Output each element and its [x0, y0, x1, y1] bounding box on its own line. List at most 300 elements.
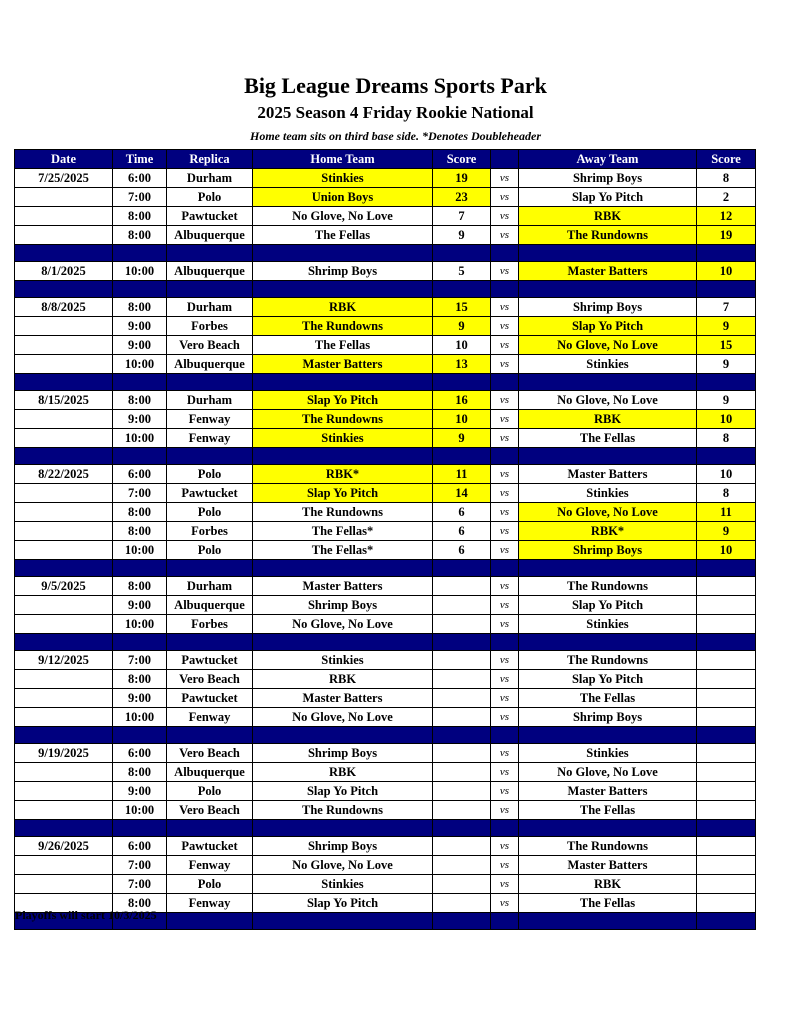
- separator-cell: [433, 245, 491, 262]
- replica-cell: Albuquerque: [167, 226, 253, 245]
- away-team-cell: Master Batters: [519, 465, 697, 484]
- home-score-cell: [433, 782, 491, 801]
- replica-cell: Durham: [167, 577, 253, 596]
- time-cell: 7:00: [113, 856, 167, 875]
- away-score-cell: [697, 763, 756, 782]
- home-team-cell: Slap Yo Pitch: [253, 782, 433, 801]
- date-cell: [15, 856, 113, 875]
- table-row: [15, 782, 756, 801]
- table-row: [15, 615, 756, 634]
- separator-cell: [519, 374, 697, 391]
- separator-cell: [519, 448, 697, 465]
- replica-cell: Polo: [167, 503, 253, 522]
- separator-cell: [113, 448, 167, 465]
- table-row: [15, 744, 756, 763]
- playoffs-note: Playoffs will start 10/3/2025: [15, 908, 157, 922]
- week-separator-row: [15, 560, 756, 577]
- away-score-cell: 7: [697, 298, 756, 317]
- replica-cell: Durham: [167, 391, 253, 410]
- separator-cell: [491, 727, 519, 744]
- away-score-cell: [697, 875, 756, 894]
- home-team-cell: The Fellas: [253, 226, 433, 245]
- table-row: [15, 336, 756, 355]
- separator-cell: [15, 634, 113, 651]
- date-cell: 9/12/2025: [15, 651, 113, 670]
- separator-cell: [15, 245, 113, 262]
- vs-cell: vs: [491, 391, 519, 410]
- table-row: [15, 522, 756, 541]
- home-score-cell: 14: [433, 484, 491, 503]
- replica-cell: Forbes: [167, 522, 253, 541]
- time-cell: 9:00: [113, 596, 167, 615]
- table-row: [15, 484, 756, 503]
- table-row: [15, 262, 756, 281]
- date-cell: [15, 782, 113, 801]
- week-separator-row: [15, 634, 756, 651]
- separator-cell: [253, 374, 433, 391]
- table-row: [15, 317, 756, 336]
- home-score-cell: [433, 689, 491, 708]
- away-score-cell: [697, 801, 756, 820]
- separator-cell: [697, 448, 756, 465]
- vs-cell: vs: [491, 355, 519, 374]
- date-cell: [15, 522, 113, 541]
- time-cell: 6:00: [113, 465, 167, 484]
- table-row: [15, 856, 756, 875]
- date-cell: [15, 429, 113, 448]
- vs-cell: vs: [491, 651, 519, 670]
- away-score-cell: 9: [697, 522, 756, 541]
- vs-cell: vs: [491, 503, 519, 522]
- away-score-cell: [697, 856, 756, 875]
- replica-cell: Fenway: [167, 708, 253, 727]
- separator-cell: [697, 560, 756, 577]
- week-separator-row: [15, 281, 756, 298]
- time-cell: 9:00: [113, 689, 167, 708]
- replica-cell: Pawtucket: [167, 689, 253, 708]
- away-team-cell: Shrimp Boys: [519, 298, 697, 317]
- vs-cell: vs: [491, 410, 519, 429]
- away-team-cell: Stinkies: [519, 484, 697, 503]
- page-title: Big League Dreams Sports Park: [244, 73, 547, 98]
- away-team-cell: RBK*: [519, 522, 697, 541]
- separator-cell: [113, 245, 167, 262]
- time-cell: 9:00: [113, 336, 167, 355]
- table-row: [15, 355, 756, 374]
- vs-cell: vs: [491, 596, 519, 615]
- table-row: [15, 391, 756, 410]
- home-team-cell: Stinkies: [253, 875, 433, 894]
- vs-cell: vs: [491, 744, 519, 763]
- separator-cell: [697, 820, 756, 837]
- away-score-cell: 9: [697, 391, 756, 410]
- vs-cell: vs: [491, 336, 519, 355]
- table-row: [15, 410, 756, 429]
- vs-cell: vs: [491, 763, 519, 782]
- time-cell: 8:00: [113, 207, 167, 226]
- home-score-cell: [433, 651, 491, 670]
- date-cell: [15, 207, 113, 226]
- separator-cell: [113, 727, 167, 744]
- home-team-cell: Stinkies: [253, 429, 433, 448]
- separator-cell: [167, 374, 253, 391]
- separator-cell: [491, 913, 519, 930]
- separator-cell: [433, 727, 491, 744]
- vs-cell: vs: [491, 615, 519, 634]
- separator-cell: [113, 281, 167, 298]
- separator-cell: [491, 820, 519, 837]
- home-score-cell: [433, 596, 491, 615]
- replica-cell: Albuquerque: [167, 763, 253, 782]
- date-cell: [15, 596, 113, 615]
- away-score-cell: 9: [697, 317, 756, 336]
- date-cell: [15, 875, 113, 894]
- home-score-cell: [433, 708, 491, 727]
- date-cell: 9/5/2025: [15, 577, 113, 596]
- home-score-cell: [433, 744, 491, 763]
- replica-cell: Vero Beach: [167, 801, 253, 820]
- col-header-vs: [491, 150, 519, 169]
- away-score-cell: 15: [697, 336, 756, 355]
- time-cell: 8:00: [113, 577, 167, 596]
- home-score-cell: 10: [433, 410, 491, 429]
- date-cell: 9/26/2025: [15, 837, 113, 856]
- date-cell: 8/8/2025: [15, 298, 113, 317]
- separator-cell: [253, 820, 433, 837]
- home-team-cell: Master Batters: [253, 355, 433, 374]
- away-team-cell: Shrimp Boys: [519, 169, 697, 188]
- time-cell: 10:00: [113, 355, 167, 374]
- away-team-cell: Stinkies: [519, 744, 697, 763]
- vs-cell: vs: [491, 298, 519, 317]
- away-score-cell: 10: [697, 262, 756, 281]
- separator-cell: [491, 374, 519, 391]
- replica-cell: Durham: [167, 169, 253, 188]
- away-score-cell: [697, 689, 756, 708]
- col-header-time: Time: [113, 150, 167, 169]
- away-score-cell: 10: [697, 410, 756, 429]
- table-row: [15, 763, 756, 782]
- separator-cell: [433, 281, 491, 298]
- home-score-cell: [433, 894, 491, 913]
- home-team-cell: RBK*: [253, 465, 433, 484]
- separator-cell: [167, 245, 253, 262]
- time-cell: 9:00: [113, 317, 167, 336]
- time-cell: 8:00: [113, 298, 167, 317]
- separator-cell: [253, 634, 433, 651]
- replica-cell: Polo: [167, 541, 253, 560]
- home-score-cell: 9: [433, 429, 491, 448]
- table-row: [15, 207, 756, 226]
- away-score-cell: [697, 782, 756, 801]
- separator-cell: [15, 560, 113, 577]
- table-row: [15, 298, 756, 317]
- away-team-cell: No Glove, No Love: [519, 763, 697, 782]
- vs-cell: vs: [491, 856, 519, 875]
- home-team-cell: No Glove, No Love: [253, 856, 433, 875]
- time-cell: 6:00: [113, 169, 167, 188]
- home-team-cell: Shrimp Boys: [253, 744, 433, 763]
- home-team-cell: No Glove, No Love: [253, 615, 433, 634]
- home-score-cell: [433, 801, 491, 820]
- replica-cell: Forbes: [167, 317, 253, 336]
- time-cell: 10:00: [113, 541, 167, 560]
- home-score-cell: 23: [433, 188, 491, 207]
- home-score-cell: 16: [433, 391, 491, 410]
- separator-cell: [491, 560, 519, 577]
- separator-cell: [113, 560, 167, 577]
- vs-cell: vs: [491, 689, 519, 708]
- separator-cell: [433, 448, 491, 465]
- home-score-cell: 6: [433, 522, 491, 541]
- replica-cell: Albuquerque: [167, 355, 253, 374]
- schedule-table: [14, 149, 756, 930]
- separator-cell: [519, 820, 697, 837]
- col-header-home-team: Home Team: [253, 150, 433, 169]
- time-cell: 8:00: [113, 670, 167, 689]
- separator-cell: [697, 634, 756, 651]
- separator-cell: [167, 727, 253, 744]
- away-team-cell: Master Batters: [519, 856, 697, 875]
- home-score-cell: 7: [433, 207, 491, 226]
- home-score-cell: [433, 875, 491, 894]
- date-cell: [15, 226, 113, 245]
- home-score-cell: 10: [433, 336, 491, 355]
- separator-cell: [167, 281, 253, 298]
- time-cell: 8:00: [113, 503, 167, 522]
- home-team-cell: Shrimp Boys: [253, 837, 433, 856]
- time-cell: 10:00: [113, 615, 167, 634]
- replica-cell: Albuquerque: [167, 262, 253, 281]
- replica-cell: Polo: [167, 782, 253, 801]
- table-row: [15, 541, 756, 560]
- date-cell: [15, 317, 113, 336]
- separator-cell: [519, 727, 697, 744]
- table-row: [15, 429, 756, 448]
- time-cell: 10:00: [113, 708, 167, 727]
- home-team-cell: Shrimp Boys: [253, 262, 433, 281]
- time-cell: 9:00: [113, 782, 167, 801]
- replica-cell: Pawtucket: [167, 837, 253, 856]
- date-cell: [15, 355, 113, 374]
- away-score-cell: 19: [697, 226, 756, 245]
- home-score-cell: 6: [433, 541, 491, 560]
- home-score-cell: [433, 837, 491, 856]
- home-team-cell: The Fellas: [253, 336, 433, 355]
- away-score-cell: 2: [697, 188, 756, 207]
- home-team-cell: No Glove, No Love: [253, 708, 433, 727]
- home-score-cell: 11: [433, 465, 491, 484]
- table-row: [15, 577, 756, 596]
- table-row: [15, 503, 756, 522]
- separator-cell: [15, 374, 113, 391]
- replica-cell: Polo: [167, 465, 253, 484]
- time-cell: 8:00: [113, 522, 167, 541]
- home-team-cell: Shrimp Boys: [253, 596, 433, 615]
- separator-cell: [519, 245, 697, 262]
- away-team-cell: Stinkies: [519, 615, 697, 634]
- separator-cell: [113, 820, 167, 837]
- time-cell: 8:00: [113, 894, 167, 913]
- replica-cell: Pawtucket: [167, 651, 253, 670]
- separator-cell: [253, 281, 433, 298]
- vs-cell: vs: [491, 465, 519, 484]
- date-cell: [15, 484, 113, 503]
- col-header-replica: Replica: [167, 150, 253, 169]
- replica-cell: Fenway: [167, 410, 253, 429]
- away-team-cell: RBK: [519, 410, 697, 429]
- table-row: [15, 226, 756, 245]
- home-team-cell: The Rundowns: [253, 801, 433, 820]
- home-score-cell: 9: [433, 317, 491, 336]
- away-team-cell: Slap Yo Pitch: [519, 596, 697, 615]
- separator-cell: [433, 634, 491, 651]
- away-team-cell: Slap Yo Pitch: [519, 317, 697, 336]
- vs-cell: vs: [491, 577, 519, 596]
- date-cell: [15, 763, 113, 782]
- time-cell: 6:00: [113, 744, 167, 763]
- home-team-cell: No Glove, No Love: [253, 207, 433, 226]
- home-score-cell: 5: [433, 262, 491, 281]
- separator-cell: [519, 281, 697, 298]
- replica-cell: Polo: [167, 875, 253, 894]
- home-team-cell: The Fellas*: [253, 522, 433, 541]
- vs-cell: vs: [491, 782, 519, 801]
- table-row: [15, 670, 756, 689]
- separator-cell: [519, 560, 697, 577]
- away-team-cell: No Glove, No Love: [519, 391, 697, 410]
- away-team-cell: Shrimp Boys: [519, 541, 697, 560]
- time-cell: 7:00: [113, 875, 167, 894]
- table-row: [15, 689, 756, 708]
- separator-cell: [113, 634, 167, 651]
- away-team-cell: No Glove, No Love: [519, 503, 697, 522]
- table-row: [15, 596, 756, 615]
- separator-cell: [253, 913, 433, 930]
- separator-cell: [167, 448, 253, 465]
- table-row: [15, 875, 756, 894]
- separator-cell: [15, 281, 113, 298]
- replica-cell: Vero Beach: [167, 670, 253, 689]
- week-separator-row: [15, 245, 756, 262]
- vs-cell: vs: [491, 484, 519, 503]
- separator-cell: [697, 727, 756, 744]
- away-team-cell: Slap Yo Pitch: [519, 188, 697, 207]
- separator-cell: [433, 374, 491, 391]
- separator-cell: [491, 448, 519, 465]
- date-cell: 8/22/2025: [15, 465, 113, 484]
- date-cell: [15, 708, 113, 727]
- col-header-away-team: Away Team: [519, 150, 697, 169]
- vs-cell: vs: [491, 894, 519, 913]
- separator-cell: [697, 913, 756, 930]
- away-score-cell: [697, 596, 756, 615]
- table-header-row: [15, 150, 756, 169]
- separator-cell: [697, 281, 756, 298]
- away-team-cell: The Rundowns: [519, 837, 697, 856]
- replica-cell: Durham: [167, 298, 253, 317]
- replica-cell: Pawtucket: [167, 207, 253, 226]
- time-cell: 8:00: [113, 763, 167, 782]
- replica-cell: Fenway: [167, 429, 253, 448]
- away-score-cell: 8: [697, 429, 756, 448]
- date-cell: 7/25/2025: [15, 169, 113, 188]
- table-row: [15, 708, 756, 727]
- home-team-cell: Stinkies: [253, 651, 433, 670]
- home-team-cell: The Rundowns: [253, 317, 433, 336]
- away-team-cell: The Fellas: [519, 689, 697, 708]
- time-cell: 8:00: [113, 391, 167, 410]
- home-score-cell: [433, 577, 491, 596]
- col-header-home-score: Score: [433, 150, 491, 169]
- separator-cell: [15, 820, 113, 837]
- vs-cell: vs: [491, 801, 519, 820]
- col-header-away-score: Score: [697, 150, 756, 169]
- separator-cell: [491, 245, 519, 262]
- vs-cell: vs: [491, 670, 519, 689]
- away-score-cell: 10: [697, 465, 756, 484]
- vs-cell: vs: [491, 207, 519, 226]
- vs-cell: vs: [491, 708, 519, 727]
- table-row: [15, 465, 756, 484]
- time-cell: 6:00: [113, 837, 167, 856]
- home-score-cell: 13: [433, 355, 491, 374]
- table-row: [15, 801, 756, 820]
- date-cell: 9/19/2025: [15, 744, 113, 763]
- away-team-cell: The Fellas: [519, 429, 697, 448]
- time-cell: 10:00: [113, 262, 167, 281]
- date-cell: [15, 541, 113, 560]
- separator-cell: [167, 913, 253, 930]
- home-team-cell: Slap Yo Pitch: [253, 894, 433, 913]
- vs-cell: vs: [491, 837, 519, 856]
- vs-cell: vs: [491, 188, 519, 207]
- separator-cell: [491, 634, 519, 651]
- separator-cell: [697, 245, 756, 262]
- away-score-cell: 12: [697, 207, 756, 226]
- away-team-cell: Stinkies: [519, 355, 697, 374]
- away-score-cell: 8: [697, 169, 756, 188]
- date-cell: [15, 801, 113, 820]
- time-cell: 7:00: [113, 651, 167, 670]
- separator-cell: [253, 727, 433, 744]
- separator-cell: [433, 913, 491, 930]
- separator-cell: [167, 820, 253, 837]
- away-team-cell: Master Batters: [519, 782, 697, 801]
- home-score-cell: [433, 856, 491, 875]
- away-team-cell: The Fellas: [519, 894, 697, 913]
- home-score-cell: [433, 670, 491, 689]
- home-score-cell: 6: [433, 503, 491, 522]
- separator-cell: [15, 727, 113, 744]
- away-score-cell: [697, 670, 756, 689]
- date-cell: [15, 410, 113, 429]
- home-score-cell: 15: [433, 298, 491, 317]
- home-score-cell: 19: [433, 169, 491, 188]
- week-separator-row: [15, 820, 756, 837]
- away-team-cell: Slap Yo Pitch: [519, 670, 697, 689]
- time-cell: 8:00: [113, 226, 167, 245]
- separator-cell: [519, 634, 697, 651]
- date-cell: 8/1/2025: [15, 262, 113, 281]
- week-separator-row: [15, 374, 756, 391]
- away-team-cell: RBK: [519, 207, 697, 226]
- away-team-cell: No Glove, No Love: [519, 336, 697, 355]
- home-team-cell: Master Batters: [253, 577, 433, 596]
- separator-cell: [167, 560, 253, 577]
- replica-cell: Polo: [167, 188, 253, 207]
- date-cell: [15, 615, 113, 634]
